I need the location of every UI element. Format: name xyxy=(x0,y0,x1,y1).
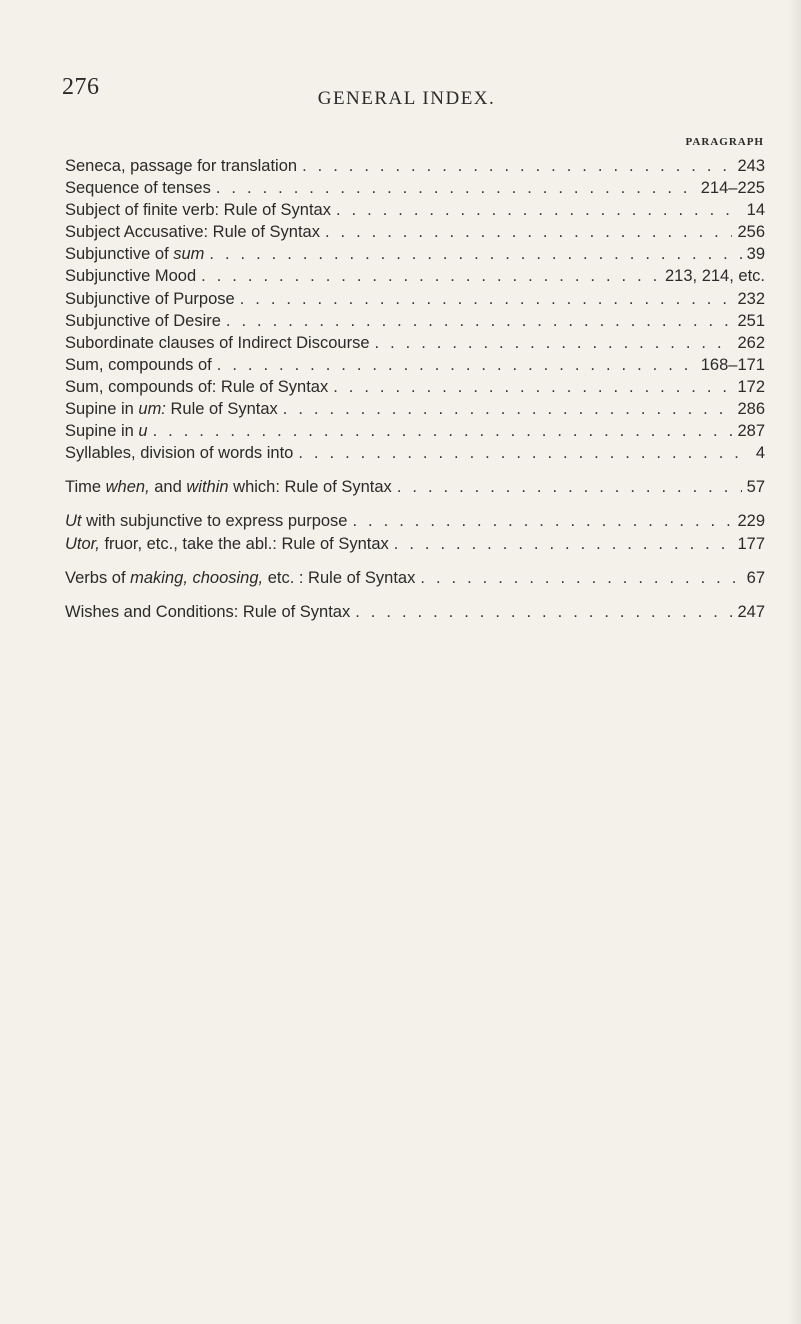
index-term-text: Subjunctive of xyxy=(65,245,174,264)
index-term-italic: making, choosing, xyxy=(130,568,264,587)
index-entry xyxy=(65,420,765,442)
paragraph-reference: 213, 214, etc. xyxy=(665,267,765,286)
index-term xyxy=(65,510,347,532)
index-term xyxy=(65,332,370,354)
index-term-text: Time xyxy=(65,478,106,497)
index-term xyxy=(65,199,331,221)
column-heading: PARAGRAPH xyxy=(685,136,764,148)
dot-leader xyxy=(217,354,696,376)
index-entry xyxy=(65,243,765,265)
index-term-text: with subjunctive to express purpose xyxy=(81,512,348,531)
index-term xyxy=(65,420,148,442)
index-term-text: Wishes and Conditions: Rule of Syntax xyxy=(65,602,351,621)
paragraph-reference: 243 xyxy=(737,157,765,175)
index-entry xyxy=(65,265,765,287)
paragraph-reference: 172 xyxy=(737,377,765,396)
index-term-text: Subordinate clauses of Indirect Discourse xyxy=(65,333,370,352)
index-term-text: Subjunctive of Desire xyxy=(65,311,221,330)
dot-leader xyxy=(226,310,733,332)
index-term xyxy=(65,221,320,243)
dot-leader xyxy=(298,442,750,464)
index-term-text: Syllables, division of words into xyxy=(65,444,294,463)
index-entry xyxy=(65,177,765,199)
index-term-text: Subjunctive Mood xyxy=(65,267,197,286)
index-term-text: etc. : Rule of Syntax xyxy=(263,568,416,587)
index-entry xyxy=(65,221,765,243)
dot-leader xyxy=(283,398,733,420)
index-term-text: Sum, compounds of: Rule of Syntax xyxy=(65,377,329,396)
index-entry xyxy=(65,288,765,310)
index-entry xyxy=(65,332,765,354)
index-term-text: Sequence of tenses xyxy=(65,179,211,198)
dot-leader xyxy=(375,332,733,354)
index-term xyxy=(65,601,350,623)
index-term-italic: within xyxy=(186,478,229,497)
index-term xyxy=(65,398,278,420)
index-entry xyxy=(65,476,765,498)
index-term xyxy=(65,155,297,177)
index-term xyxy=(65,177,211,199)
index-term-italic: um: xyxy=(138,400,166,419)
index-term xyxy=(65,442,293,464)
index-term-italic: Ut xyxy=(65,512,82,531)
index-term-italic: sum xyxy=(173,245,205,264)
paragraph-reference: 232 xyxy=(737,289,765,308)
index-entry xyxy=(65,310,765,332)
paragraph-reference: 262 xyxy=(737,333,765,352)
paragraph-reference: 168–171 xyxy=(700,355,765,374)
paragraph-reference: 177 xyxy=(737,534,765,553)
dot-leader xyxy=(201,265,660,287)
paragraph-reference: 229 xyxy=(737,512,765,531)
paragraph-reference: 287 xyxy=(737,422,765,441)
dot-leader xyxy=(216,177,696,199)
paragraph-reference: 67 xyxy=(746,568,765,587)
index-term xyxy=(65,310,221,332)
index-term-text: and xyxy=(149,478,187,497)
index-term-text: Supine in xyxy=(65,422,139,441)
dot-leader xyxy=(302,155,732,177)
dot-leader xyxy=(209,243,741,265)
paragraph-reference: 247 xyxy=(737,602,765,621)
index-entry xyxy=(65,199,765,221)
paragraph-reference: 14 xyxy=(746,201,765,220)
index-term-text: which: Rule of Syntax xyxy=(228,478,392,497)
paragraph-reference: 251 xyxy=(737,311,765,330)
index-term-text: Seneca, passage for translation xyxy=(65,157,298,175)
index-entry xyxy=(65,601,765,623)
index-term-text: Supine in xyxy=(65,400,139,419)
dot-leader xyxy=(153,420,733,442)
dot-leader xyxy=(355,601,732,623)
index-term-text: Subjunctive of Purpose xyxy=(65,289,235,308)
index-entry xyxy=(65,155,765,177)
index-entry xyxy=(65,376,765,398)
dot-leader xyxy=(325,221,733,243)
index-term-text: Subject of finite verb: Rule of Syntax xyxy=(65,201,331,220)
index-term xyxy=(65,243,204,265)
dot-leader xyxy=(420,567,741,589)
index-term-text: Subject Accusative: Rule of Syntax xyxy=(65,223,320,242)
dot-leader xyxy=(240,288,733,310)
index-entry xyxy=(65,398,765,420)
index-term xyxy=(65,533,389,555)
index-entry xyxy=(65,442,765,464)
dot-leader xyxy=(333,376,732,398)
dot-leader xyxy=(397,476,742,498)
index-term xyxy=(65,288,235,310)
index-entry xyxy=(65,354,765,376)
page-edge-shadow xyxy=(787,0,801,1324)
paragraph-reference: 4 xyxy=(755,444,765,463)
index-term xyxy=(65,476,392,498)
index-term xyxy=(65,376,328,398)
paragraph-reference: 214–225 xyxy=(700,179,765,198)
page-number: 276 xyxy=(62,74,100,100)
running-head: GENERAL INDEX. xyxy=(317,88,496,109)
index-entry xyxy=(65,567,765,589)
paragraph-reference: 57 xyxy=(746,478,765,497)
index-term-italic: Utor, xyxy=(65,534,100,553)
index-term-text: fruor, etc., take the abl.: Rule of Syntax xyxy=(99,534,389,553)
index-term-italic: when, xyxy=(105,478,150,497)
index-term xyxy=(65,354,212,376)
index-term-text: Sum, compounds of xyxy=(65,355,212,374)
dot-leader xyxy=(336,199,742,221)
paragraph-reference: 256 xyxy=(737,223,765,242)
index-term xyxy=(65,567,415,589)
paragraph-reference: 39 xyxy=(746,245,765,264)
index-term-text: Verbs of xyxy=(65,568,131,587)
dot-leader xyxy=(394,533,733,555)
index-entries xyxy=(65,155,765,623)
index-entry xyxy=(65,533,765,555)
dot-leader xyxy=(352,510,732,532)
index-term-italic: u xyxy=(138,422,148,441)
index-entry xyxy=(65,510,765,532)
index-term xyxy=(65,265,196,287)
paragraph-reference: 286 xyxy=(737,400,765,419)
index-term-text: Rule of Syntax xyxy=(165,400,278,419)
